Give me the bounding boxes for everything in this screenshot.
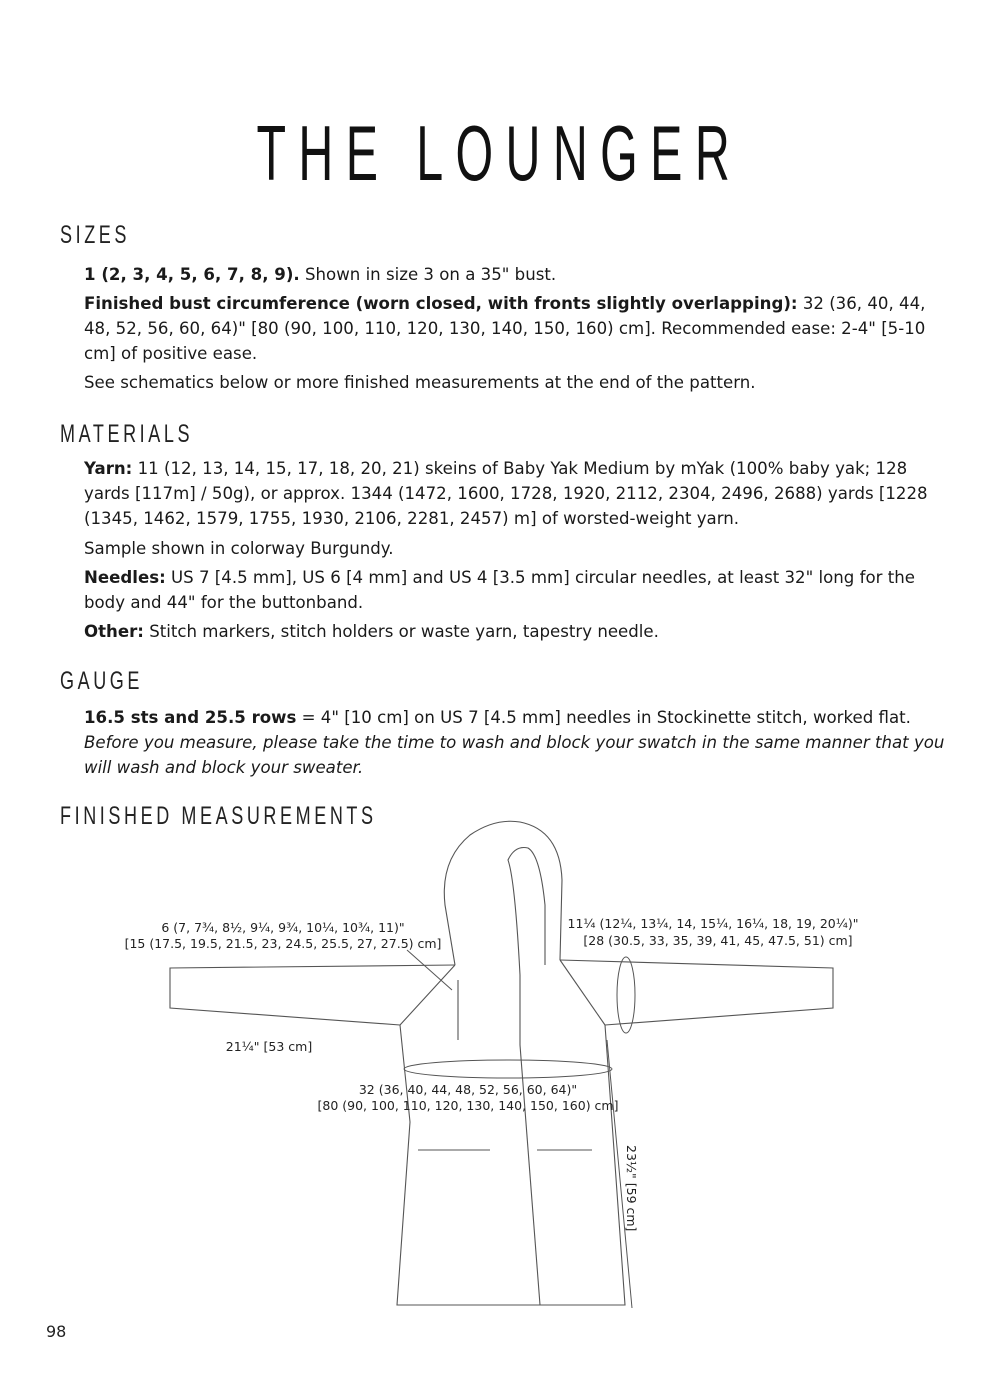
- hood-outer-left: [444, 821, 562, 965]
- materials-sample: Sample shown in colorway Burgundy.: [84, 539, 394, 558]
- body-left-side: [397, 1025, 625, 1305]
- gauge-rest: = 4" [10 cm] on US 7 [4.5 mm] needles in Stockinette stitch, worked flat.: [296, 708, 911, 727]
- page-title: THE LOUNGER: [256, 109, 743, 197]
- hood-opening: [508, 848, 545, 1046]
- sizes-line-3: See schematics below or more finished measurements at the end of the pattern.: [84, 373, 756, 392]
- upperarm-measure-ellipse: [617, 957, 635, 1033]
- needles-label: Needles:: [84, 568, 166, 587]
- needles-text: US 7 [4.5 mm], US 6 [4 mm] and US 4 [3.5 mm] circular needles, at least 32" long for the body and 44" for the buttonband.: [84, 568, 915, 612]
- sizes-heading: SIZES: [60, 221, 131, 249]
- page-number: 98: [46, 1322, 67, 1341]
- sweater-outline: [170, 821, 833, 1305]
- yarn-text: 11 (12, 13, 14, 15, 17, 18, 20, 21) skeins of Baby Yak Medium by mYak (100% baby yak; 128 yards [117m] / 50g), or approx. 1344 (1472, 1600, 1728, 1920, 2112, 2304, 2496, 2688) yards [1228 (1345, 1462, 1579, 1755, 1930, 2106, 2281, 2457) m] of worsted-weight yarn.: [84, 459, 928, 528]
- bust-measure-line-2: [80 (90, 100, 110, 120, 130, 140, 150, 160) cm]: [317, 1098, 619, 1113]
- bust-measure-line-1: 32 (36, 40, 44, 48, 52, 56, 60, 64)": [358, 1082, 578, 1097]
- left-shoulder: [400, 965, 455, 1025]
- materials-heading: MATERIALS: [60, 420, 194, 448]
- upperarm-measure-line-1: 11¼ (12¼, 13¼, 14, 15¼, 16¼, 18, 19, 20¼)": [567, 916, 859, 931]
- right-shoulder: [560, 960, 605, 1025]
- gauge-bold: 16.5 sts and 25.5 rows: [84, 708, 297, 727]
- other-label: Other:: [84, 622, 144, 641]
- other-text: Stitch markers, stitch holders or waste yarn, tapestry needle.: [143, 622, 659, 641]
- gauge-note: Before you measure, please take the time to wash and block your swatch in the same manner that you will wash and block your sweater.: [84, 733, 945, 777]
- shoulder-measure-line: [407, 950, 452, 990]
- yarn-label: Yarn:: [84, 459, 133, 478]
- shoulder-measure-line-1: 6 (7, 7¾, 8½, 9¼, 9¾, 10¼, 10¾, 11)": [161, 920, 405, 935]
- left-sleeve: [170, 965, 455, 1025]
- sizes-list: 1 (2, 3, 4, 5, 6, 7, 8, 9).: [84, 265, 300, 284]
- sizes-shown: Shown in size 3 on a 35" bust.: [299, 265, 557, 284]
- upperarm-measure-line-2: [28 (30.5, 33, 35, 39, 41, 45, 47.5, 51) cm]: [583, 933, 853, 948]
- sleeve-measure-label: 21¼" [53 cm]: [225, 1039, 313, 1054]
- bust-label: Finished bust circumference (worn closed, with fronts slightly overlapping):: [84, 294, 798, 313]
- shoulder-measure-line-2: [15 (17.5, 19.5, 21.5, 23, 24.5, 25.5, 27, 27.5) cm]: [124, 936, 442, 951]
- right-sleeve: [560, 960, 833, 1025]
- gauge-heading: GAUGE: [60, 667, 144, 695]
- finished-heading: FINISHED MEASUREMENTS: [60, 802, 377, 830]
- bust-measure-ellipse: [404, 1060, 612, 1078]
- length-measure-label: 23½" [59 cm]: [624, 1145, 639, 1232]
- bust-values: 32 (36, 40, 44, 48, 52, 56, 60, 64)" [80 (90, 100, 110, 120, 130, 140, 150, 160) cm]. Recommended ease: 2-4" [5-10 cm] of positive ease.: [84, 294, 926, 363]
